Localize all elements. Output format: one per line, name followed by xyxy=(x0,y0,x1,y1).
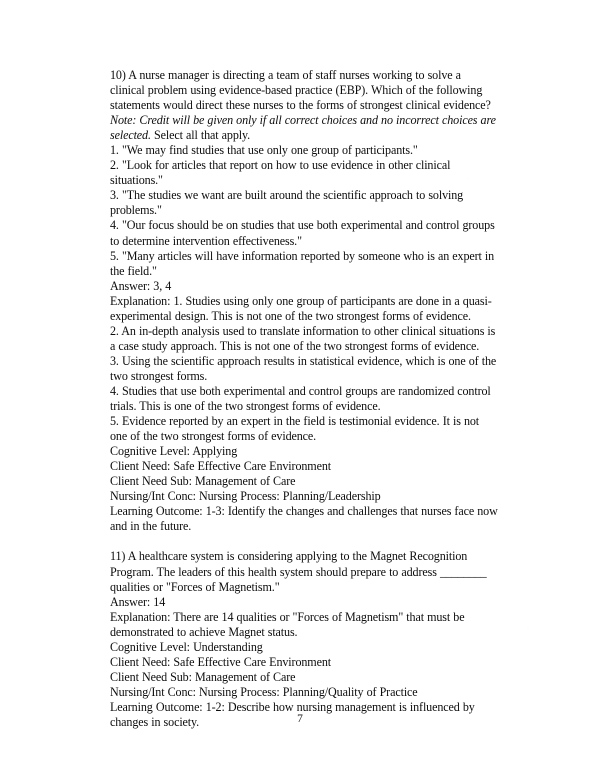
question-10-explanation-3: 3. Using the scientific approach results in statistical evidence, which is one of the two strongest forms. xyxy=(110,353,497,383)
question-10-learning-outcome: Learning Outcome: 1-3: Identify the changes and challenges that nurses face now and in the future. xyxy=(110,504,498,534)
question-10-cognitive-level: Cognitive Level: Applying xyxy=(110,444,238,459)
question-10-choice-4: 4. "Our focus should be on studies that use both experimental and control groups to determine intervention effectiveness." xyxy=(110,218,495,248)
page-content xyxy=(110,68,498,730)
question-11-answer: Answer: 14 xyxy=(110,594,166,609)
question-10-choice-1: 1. "We may find studies that use only one group of participants." xyxy=(110,143,418,158)
question-11-nursing-int-conc: Nursing/Int Conc: Nursing Process: Planning/Quality of Practice xyxy=(110,684,418,699)
question-10-choice-5: 5. "Many articles will have information reported by someone who is an expert in the field." xyxy=(110,248,495,278)
question-separator xyxy=(110,534,498,549)
page-number: 7 xyxy=(297,713,303,725)
question-11-learning-outcome: Learning Outcome: 1-2: Describe how nursing management is influenced by changes in society. xyxy=(110,699,475,729)
question-block-11 xyxy=(110,549,498,730)
question-10-explanation-5: 5. Evidence reported by an expert in the field is testimonial evidence. It is not one of the two strongest forms of evidence. xyxy=(110,414,480,444)
question-10-stem: 10) A nurse manager is directing a team of staff nurses working to solve a clinical problem using evidence-based practice (EBP). Which of the following statements would direct these nurses to the forms of strongest clinical evidence? xyxy=(110,68,491,113)
question-10-client-need-sub: Client Need Sub: Management of Care xyxy=(110,474,296,489)
question-10-choice-3: 3. "The studies we want are built around the scientific approach to solving problems." xyxy=(110,188,464,218)
question-11-client-need: Client Need: Safe Effective Care Environment xyxy=(110,654,331,669)
question-11-stem xyxy=(110,549,498,594)
question-11-client-need-sub: Client Need Sub: Management of Care xyxy=(110,669,296,684)
question-10-note-tail: Select all that apply. xyxy=(150,128,251,143)
question-11-stem-before-blank: 11) A healthcare system is considering applying to the Magnet Recognition Program. The leaders of this health system should prepare to address xyxy=(110,549,468,579)
question-10-explanation-4: 4. Studies that use both experimental and control groups are randomized control trials. This is one of the two strongest forms of evidence. xyxy=(110,383,491,414)
question-11-explanation-1: Explanation: There are 14 qualities or "Forces of Magnetism" that must be demonstrated to achieve Magnet status. xyxy=(110,609,465,639)
question-10-client-need: Client Need: Safe Effective Care Environment xyxy=(110,459,331,474)
question-10-explanation-1: Explanation: 1. Studies using only one group of participants are done in a quasi-experimental design. This is not one of the two strongest forms of evidence. xyxy=(110,293,492,323)
question-10-nursing-int-conc: Nursing/Int Conc: Nursing Process: Planning/Leadership xyxy=(110,489,381,504)
question-11-blank: ________ xyxy=(439,564,487,579)
question-10-note-italic: Note: Credit will be given only if all correct choices and no incorrect choices are selected. xyxy=(110,113,496,143)
question-11-cognitive-level: Cognitive Level: Understanding xyxy=(110,639,263,654)
question-block-10 xyxy=(110,68,498,534)
question-10-note xyxy=(110,113,498,143)
question-10-choice-2: 2. "Look for articles that report on how to use evidence in other clinical situations." xyxy=(110,158,451,188)
question-10-explanation-2: 2. An in-depth analysis used to translate information to other clinical situations is a case study approach. This is not one of the two strongest forms of evidence. xyxy=(110,323,496,353)
question-11-stem-after-blank: qualities or "Forces of Magnetism." xyxy=(110,579,280,594)
question-10-answer: Answer: 3, 4 xyxy=(110,278,172,293)
